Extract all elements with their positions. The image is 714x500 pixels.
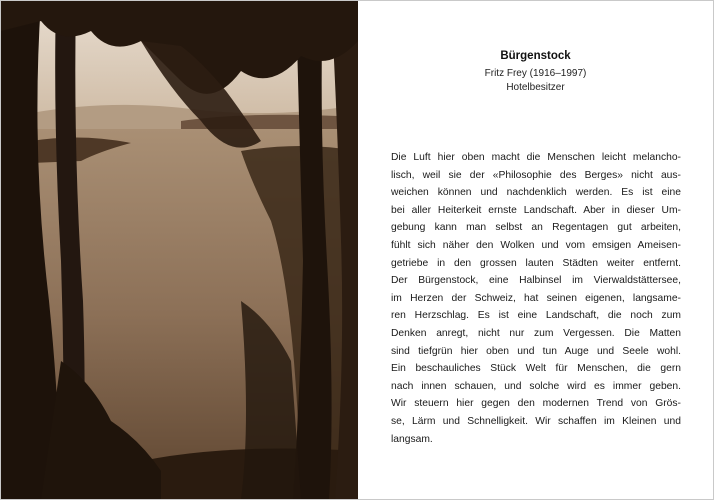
author-line: Fritz Frey (1916–1997) bbox=[484, 68, 587, 79]
body-line: fühlt sich näher den Wolken und vom emsigen Ameisen- bbox=[391, 239, 681, 251]
body-line: bei aller Heiterkeit ernste Landschaft. Aber in dieser Um- bbox=[391, 204, 681, 216]
body-line: se, Lärm und Schnelligkeit. Wir schaffen im Kleinen und bbox=[391, 415, 681, 427]
sepia-lake-photo bbox=[1, 1, 358, 499]
body-line: weichen können und nachdenklich werden. Es ist eine bbox=[391, 187, 681, 199]
text-page bbox=[358, 1, 713, 499]
body-line: Der Bürgenstock, eine Halbinsel im Vierwaldstättersee, bbox=[391, 275, 681, 287]
body-line: lisch, weil sie der «Philosophie des Berges» nicht aus- bbox=[391, 169, 681, 181]
body-line: Ein beschauliches Stück Welt für Menschen, die gern bbox=[391, 363, 681, 375]
body-line: gebung kann man selbst an Regentagen gut arbeiten, bbox=[391, 222, 681, 234]
body-line: ren Herzschlag. Es ist eine Landschaft, die noch zum bbox=[391, 310, 681, 322]
page-title: Bürgenstock bbox=[500, 50, 571, 62]
body-line: Wir steuern hier gegen den modernen Trend von Grös- bbox=[391, 398, 681, 410]
body-line: getriebe in den grossen lauten Städten weiter entfernt. bbox=[391, 257, 681, 269]
body-line: im Herzen der Schweiz, hat seinen eigenen, langsame- bbox=[391, 292, 681, 304]
body-line: nach innen schauen, und solche wird es immer geben. bbox=[391, 380, 681, 392]
body-text bbox=[391, 149, 681, 448]
body-line: langsam. bbox=[391, 433, 433, 445]
body-line: Die Luft hier oben macht die Menschen leicht melancho- bbox=[391, 152, 681, 163]
body-line: sind tiefgrün hier oben und tun Auge und Seele wohl. bbox=[391, 345, 681, 357]
body-line: Denken anregt, nicht nur zum Vergessen. Die Matten bbox=[391, 327, 681, 339]
author-role: Hotelbesitzer bbox=[506, 82, 565, 93]
